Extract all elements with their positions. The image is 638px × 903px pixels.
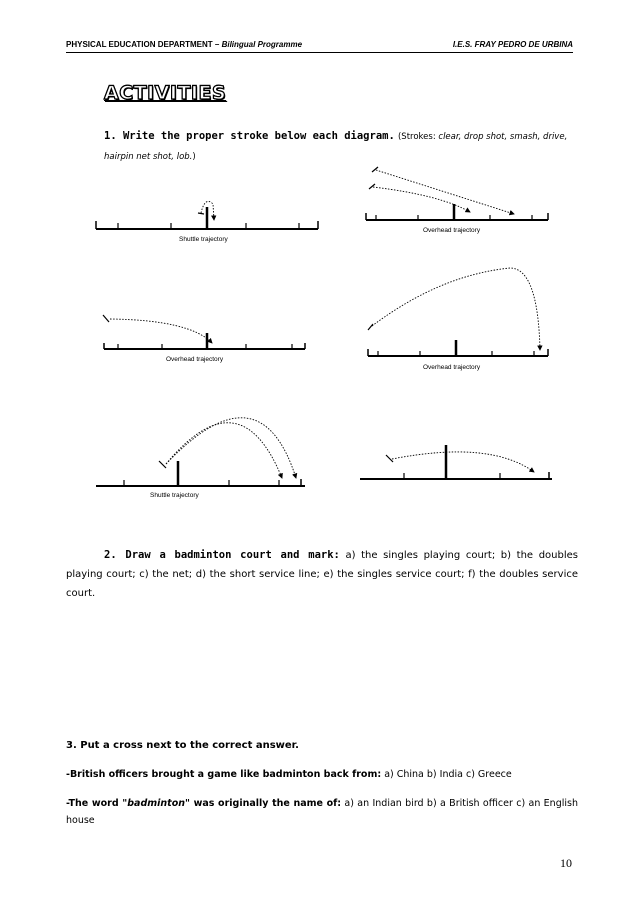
question-3 — [66, 737, 578, 829]
diagram-1-caption: Shuttle trajectory — [179, 236, 228, 243]
question-3-item-2: -The word "badminton" was originally the name of: a) an Indian bird b) a British officer c) an English house — [66, 798, 578, 826]
diagram-1 — [96, 201, 318, 243]
question-3-title: 3. Put a cross next to the correct answer. — [66, 740, 299, 751]
diagram-3 — [103, 315, 305, 363]
question-2-text: a) the singles playing court; b) the doubles playing court; c) the net; d) the short service line; e) the singles service court; f) the doubles service court. — [66, 550, 578, 599]
question-1-hint: (Strokes: clear, drop shot, smash, drive, hairpin net shot, lob.) — [104, 132, 568, 162]
page-number: 10 — [560, 856, 572, 870]
diagram-3-caption: Overhead trajectory — [166, 356, 224, 363]
diagram-2 — [366, 167, 548, 234]
diagram-4 — [368, 268, 548, 371]
header-department: PHYSICAL EDUCATION DEPARTMENT – Bilingual Programme — [66, 40, 303, 49]
diagram-2-caption: Overhead trajectory — [423, 227, 481, 234]
question-2-label: 2. Draw a badminton court and mark: — [104, 549, 340, 561]
question-3-item-1: -British officers brought a game like badminton back from: a) China b) India c) Greece — [66, 769, 512, 780]
page-title: ACTIVITIES — [104, 82, 227, 104]
question-3-item-1-options: a) China b) India c) Greece — [381, 769, 512, 780]
diagram-5-caption: Shuttle trajectory — [150, 492, 199, 499]
question-2 — [66, 546, 578, 603]
diagram-5 — [96, 418, 305, 499]
question-3-item-2-options: a) an Indian bird b) a British officer c) an English house — [66, 798, 578, 826]
question-1-text: 1. Write the proper stroke below each diagram. — [104, 130, 395, 142]
header-school: I.E.S. FRAY PEDRO DE URBINA — [452, 40, 573, 49]
diagram-4-caption: Overhead trajectory — [423, 364, 481, 371]
diagram-6 — [360, 445, 552, 479]
